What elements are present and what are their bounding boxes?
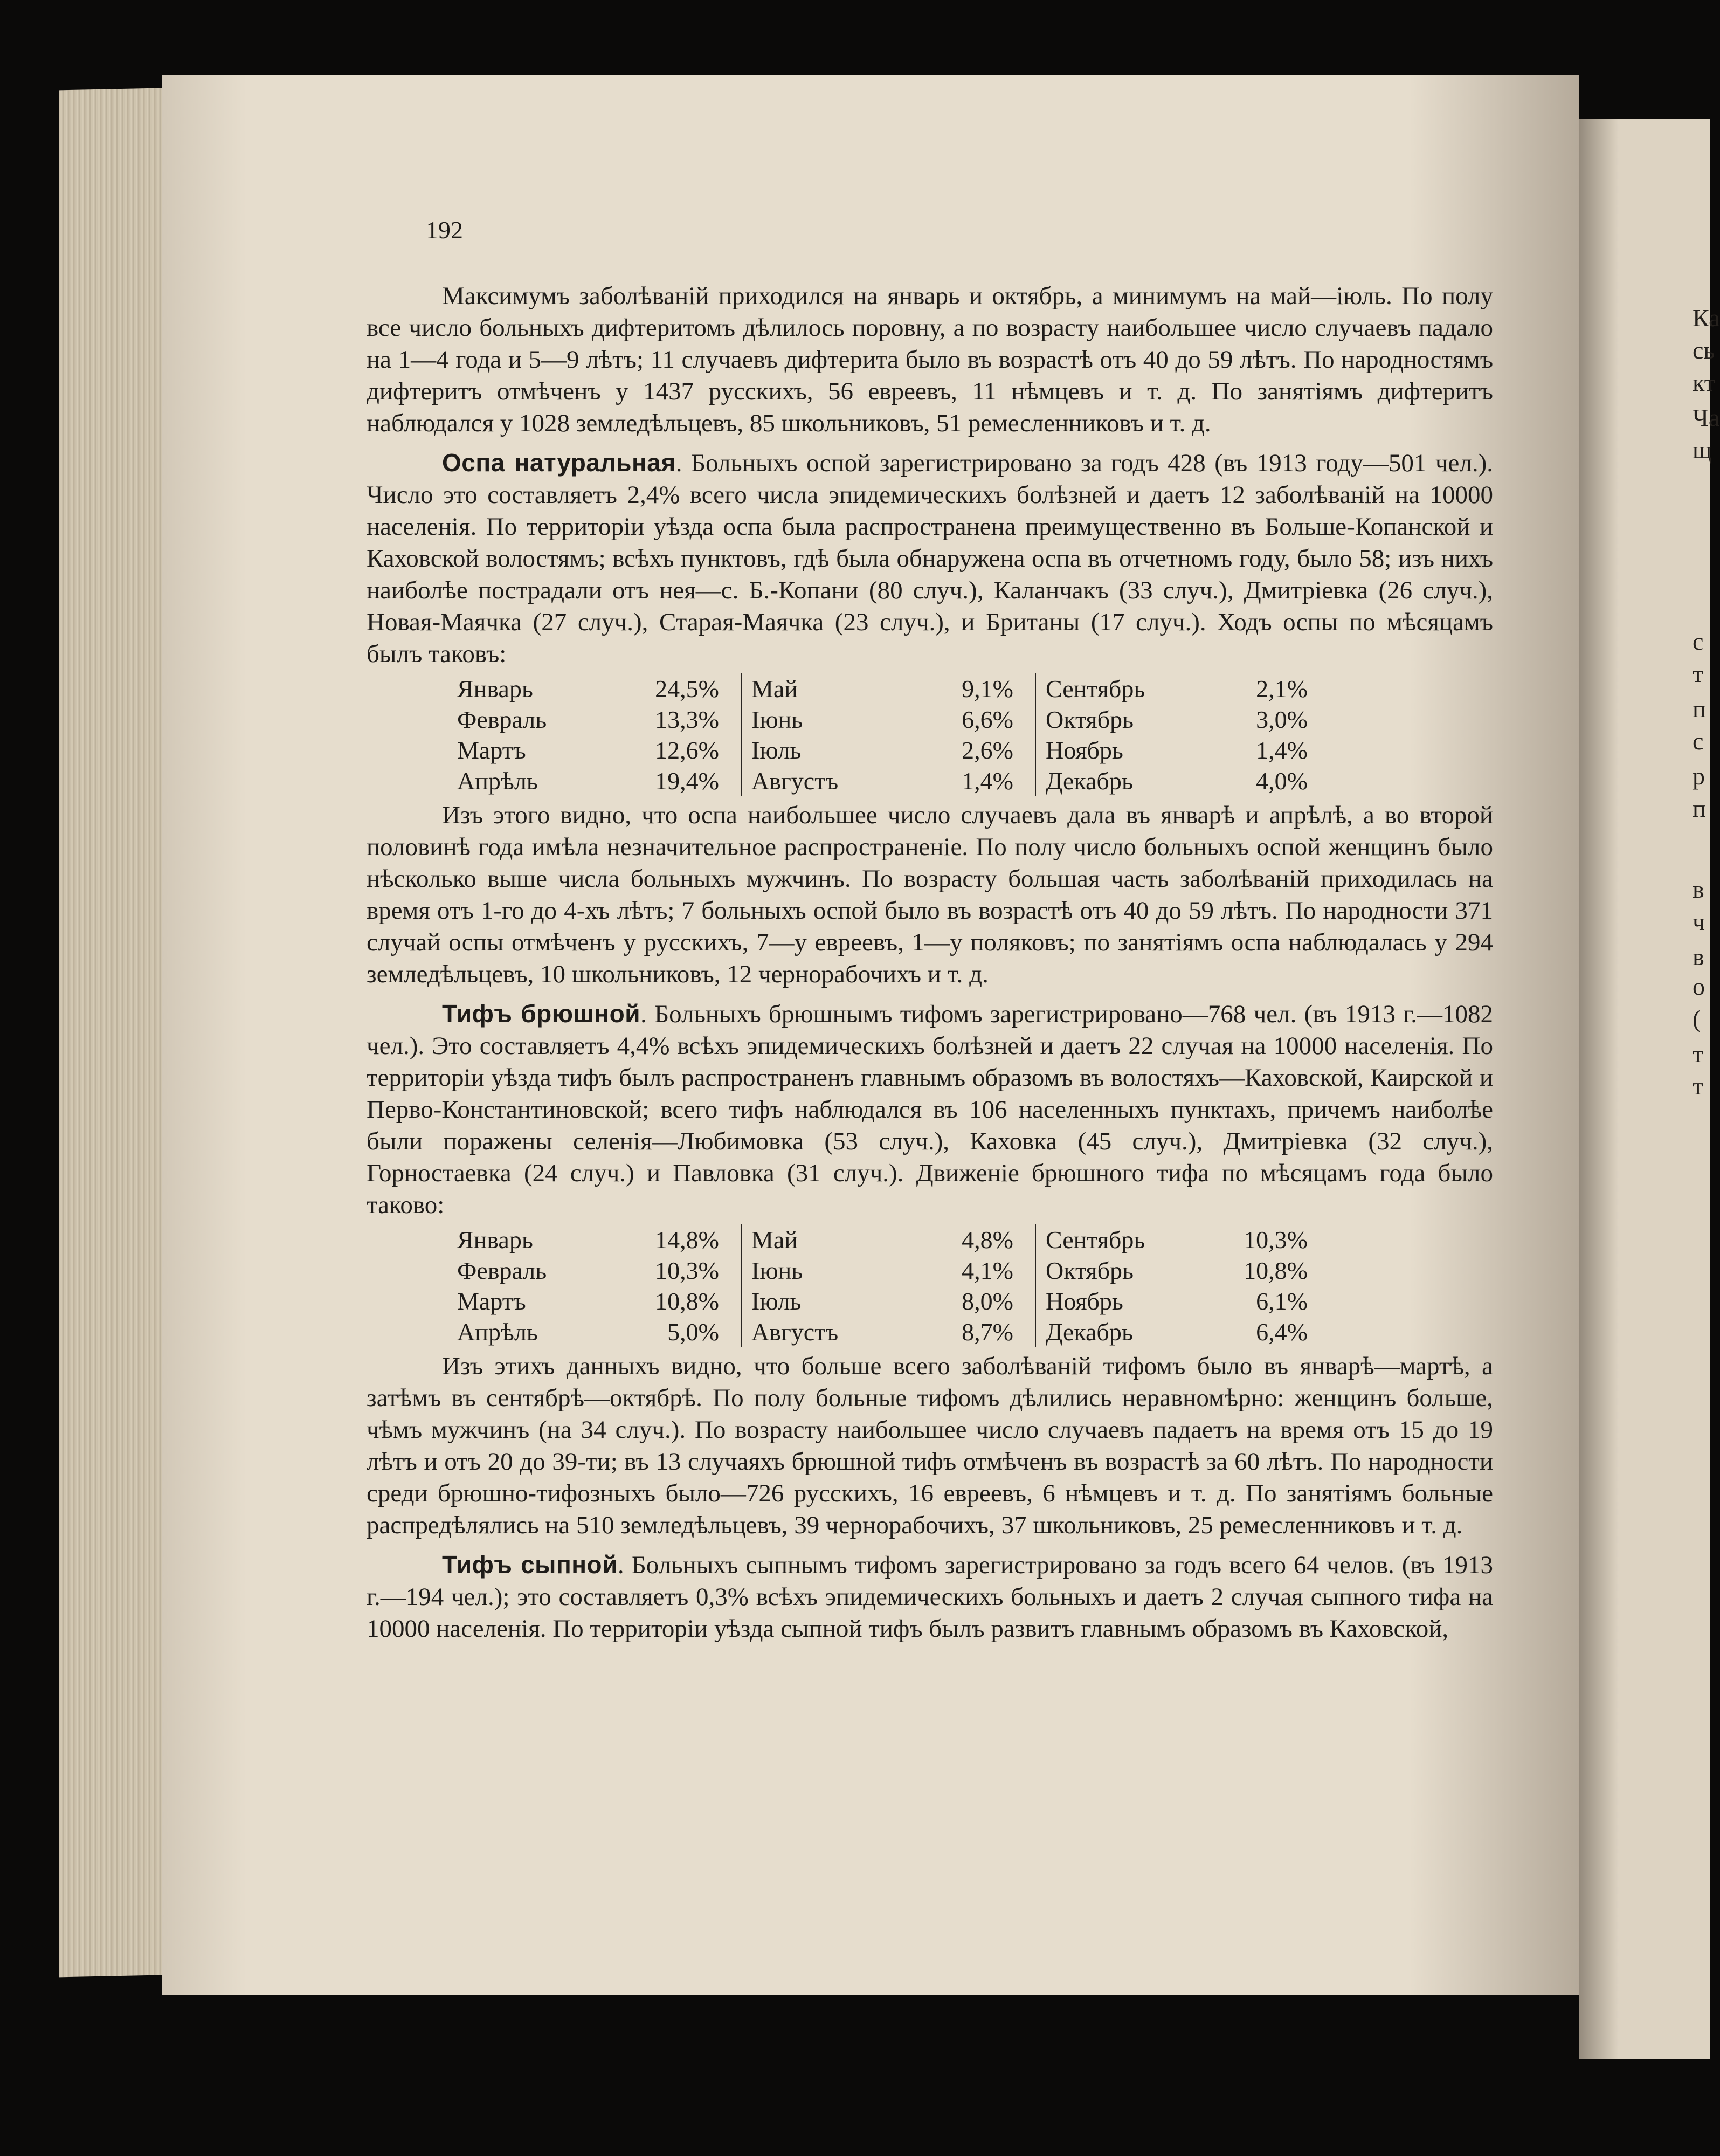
month-percent: 3,0% [1256, 706, 1308, 733]
facing-page-fragment: Ча [1693, 404, 1720, 431]
typhoid-row [447, 1286, 1329, 1317]
facing-page-fragment: с [1693, 727, 1704, 755]
facing-page [1579, 119, 1710, 2059]
facing-page-fragment: в [1693, 943, 1704, 970]
facing-page-fragment: Ка [1693, 304, 1720, 332]
facing-page-fragment: т [1693, 1040, 1704, 1067]
month-name: Іюль [741, 1286, 896, 1317]
month-name: Апрѣль [457, 767, 538, 795]
month-percent: 10,8% [655, 1287, 719, 1315]
smallpox-row [447, 766, 1329, 796]
month-name: Іюнь [741, 704, 896, 735]
facing-page-fragment: с [1693, 628, 1704, 655]
month-name: Февраль [457, 1257, 547, 1284]
month-name: Сентябрь [1035, 1224, 1190, 1255]
facing-page-fragment: т [1693, 1072, 1704, 1100]
facing-page-fragment: т [1693, 660, 1704, 687]
month-percent: 9,1% [962, 675, 1013, 702]
month-percent: 12,6% [655, 736, 719, 764]
month-name: Мартъ [457, 736, 526, 764]
facing-page-fragment: ( [1693, 1005, 1701, 1032]
paragraph-diphtheria: Максимумъ заболѣваній приходился на январь и октябрь, а минимумъ на май—іюль. По полу все число больныхъ дифтеритомъ дѣлилось поровну, а по возрасту наибольшее число случаевъ падало на 1—4 года и 5—9 лѣтъ; 11 случаевъ дифтерита было въ возрастѣ отъ 40 до 59 лѣтъ. По народностямъ дифтеритъ отмѣченъ у 1437 русскихъ, 56 евреевъ, 11 нѣмцевъ и т. д. По занятіямъ дифтеритъ наблюдался у 1028 земледѣльцевъ, 85 школьниковъ, 51 ремесленниковъ и т. д. [367, 282, 1493, 437]
month-percent: 1,4% [962, 767, 1013, 795]
smallpox-row [447, 673, 1329, 704]
paragraph-typhoid-analysis: Изъ этихъ данныхъ видно, что больше всего заболѣваній тифомъ было въ январѣ—мартѣ, а затѣмъ въ сентябрѣ—октябрѣ. По полу больные тифомъ дѣлились неравномѣрно: женщинъ больше, чѣмъ мужчинъ (на 34 случ.). По возрасту наибольшее число случаевъ падаетъ на время отъ 15 до 19 лѣтъ и отъ 20 до 39-ти; въ 13 случаяхъ брюшной тифъ отмѣченъ въ возрастѣ за 60 лѣтъ. По народности среди брюшно-тифозныхъ было—726 русскихъ, 16 евреевъ, 6 нѣмцевъ и т. д. По занятіямъ больные распредѣлялись на 510 земледѣльцевъ, 39 чернорабочихъ, 37 школьниковъ, 25 ремесленниковъ и т. д. [367, 1352, 1493, 1539]
month-percent: 4,8% [962, 1226, 1013, 1253]
month-percent: 4,0% [1256, 767, 1308, 795]
month-name: Іюль [741, 735, 896, 766]
month-percent: 24,5% [655, 675, 719, 702]
facing-page-fragment: щ [1693, 436, 1712, 464]
heading-typhoid: Тифъ брюшной [442, 1000, 641, 1028]
month-percent: 2,6% [962, 736, 1013, 764]
smallpox-monthly-table [447, 673, 1329, 796]
heading-smallpox: Оспа натуральная [442, 449, 676, 477]
month-name: Май [741, 1224, 896, 1255]
month-percent: 6,4% [1256, 1318, 1308, 1346]
month-percent: 6,6% [962, 706, 1013, 733]
month-percent: 4,1% [962, 1257, 1013, 1284]
month-name: Октябрь [1035, 1255, 1190, 1286]
month-percent: 5,0% [667, 1318, 719, 1346]
month-percent: 13,3% [655, 706, 719, 733]
month-name: Декабрь [1035, 1317, 1190, 1347]
typhoid-row [447, 1224, 1329, 1255]
month-percent: 19,4% [655, 767, 719, 795]
page-text [367, 280, 1493, 1645]
month-name: Февраль [457, 706, 547, 733]
heading-typhus: Тифъ сыпной [442, 1551, 618, 1579]
month-name: Августъ [741, 1317, 896, 1347]
paragraph-typhus [367, 1549, 1493, 1645]
page-number: 192 [426, 216, 463, 244]
paragraph-smallpox [367, 447, 1493, 670]
month-name: Августъ [741, 766, 896, 796]
month-name: Январь [457, 1226, 533, 1253]
paragraph-smallpox-text: . Больныхъ оспой зарегистрировано за годъ 428 (въ 1913 году—501 чел.). Число это составляетъ 2,4% всего числа эпидемическихъ болѣзней и даетъ 12 заболѣваній на 10000 населенія. По территоріи уѣзда оспа была распространена преимущественно въ Больше-Копанской и Каховской волостямъ; всѣхъ пунктовъ, гдѣ была обнаружена оспа въ отчетномъ году, было 58; изъ нихъ наиболѣе пострадали отъ нея—с. Б.-Копани (80 случ.), Каланчакъ (33 случ.), Дмитріевка (26 случ.), Новая-Маячка (27 случ.), Старая-Маячка (23 случ.), и Британы (17 случ.). Ходъ оспы по мѣсяцамъ былъ таковъ: [367, 449, 1493, 668]
month-name: Январь [457, 675, 533, 702]
paragraph-typhoid-text: . Больныхъ брюшнымъ тифомъ зарегистрировано—768 чел. (въ 1913 г.—1082 чел.). Это составляетъ 4,4% всѣхъ эпидемическихъ болѣзней и даетъ 22 случая на 10000 населенія. По территоріи уѣзда тифъ былъ распространенъ главнымъ образомъ въ волостяхъ—Каховской, Каирской и Перво-Константиновской; всего тифъ наблюдался въ 106 населенныхъ пунктахъ, причемъ наиболѣе были поражены селенія—Любимовка (53 случ.), Каховка (45 случ.), Дмитріевка (32 случ.), Горностаевка (24 случ.) и Павловка (31 случ.). Движеніе брюшного тифа по мѣсяцамъ года было таково: [367, 1000, 1493, 1219]
typhoid-monthly-table [447, 1224, 1329, 1347]
smallpox-row [447, 704, 1329, 735]
month-percent: 8,7% [962, 1318, 1013, 1346]
month-name: Декабрь [1035, 766, 1190, 796]
facing-page-fragment: п [1693, 695, 1706, 722]
facing-page-fragment: ч [1693, 908, 1705, 935]
facing-page-fragment: о [1693, 973, 1705, 1000]
month-name: Сентябрь [1035, 673, 1190, 704]
facing-page-fragment: р [1693, 762, 1705, 790]
typhoid-row [447, 1255, 1329, 1286]
month-name: Октябрь [1035, 704, 1190, 735]
month-percent: 10,3% [655, 1257, 719, 1284]
month-percent: 8,0% [962, 1287, 1013, 1315]
month-percent: 6,1% [1256, 1287, 1308, 1315]
facing-page-fragment: в [1693, 876, 1704, 903]
paragraph-typhus-text: . Больныхъ сыпнымъ тифомъ зарегистрировано за годъ всего 64 челов. (въ 1913 г.—194 чел.); это составляетъ 0,3% всѣхъ эпидемическихъ больныхъ и даетъ 2 случая сыпного тифа на 10000 населенія. По территоріи уѣзда сыпной тифъ былъ развитъ главнымъ образомъ въ Каховской, [367, 1551, 1493, 1643]
typhoid-row [447, 1317, 1329, 1347]
facing-page-fragment: кт [1693, 369, 1715, 396]
month-name: Мартъ [457, 1287, 526, 1315]
month-percent: 14,8% [655, 1226, 719, 1253]
facing-page-fragment: сь [1693, 336, 1715, 364]
facing-page-fragment: п [1693, 795, 1706, 822]
month-percent: 1,4% [1256, 736, 1308, 764]
month-percent: 2,1% [1256, 675, 1308, 702]
paragraph-smallpox-analysis: Изъ этого видно, что оспа наибольшее число случаевъ дала въ январѣ и апрѣлѣ, а во второй половинѣ года имѣла незначительное распространеніе. По полу число больныхъ оспой женщинъ было нѣсколько выше числа больныхъ мужчинъ. По возрасту большая часть заболѣваній приходилась на время отъ 1-го до 4-хъ лѣтъ; 7 больныхъ оспой было въ возрастѣ отъ 40 до 59 лѣтъ. По народности 371 случай оспы отмѣченъ у русскихъ, 7—у евреевъ, 1—у поляковъ; по занятіямъ оспа наблюдалась у 294 земледѣльцевъ, 10 школьниковъ, 12 чернорабочихъ и т. д. [367, 801, 1493, 988]
month-name: Май [741, 673, 896, 704]
month-name: Ноябрь [1035, 1286, 1190, 1317]
month-name: Апрѣль [457, 1318, 538, 1346]
month-percent: 10,8% [1244, 1257, 1308, 1284]
month-name: Ноябрь [1035, 735, 1190, 766]
month-name: Іюнь [741, 1255, 896, 1286]
paragraph-typhoid [367, 998, 1493, 1221]
smallpox-row [447, 735, 1329, 766]
month-percent: 10,3% [1244, 1226, 1308, 1253]
